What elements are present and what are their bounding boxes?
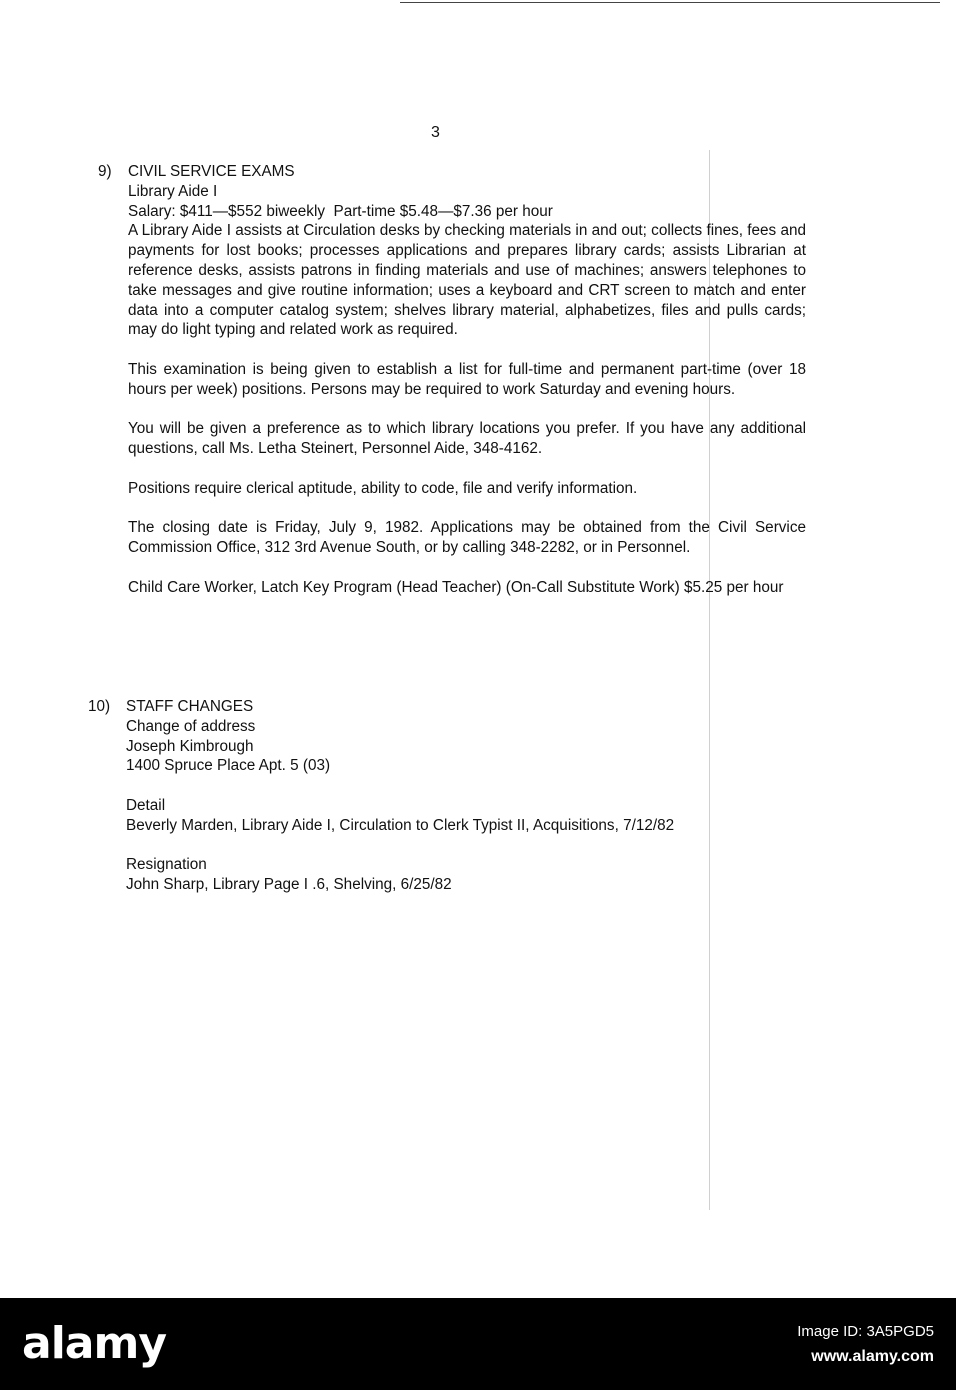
detail-heading: Detail <box>126 796 166 814</box>
closing-date-paragraph: The closing date is Friday, July 9, 1982. Applications may be obtained from the Civil Service Commission Office, 312 3rd Avenue South, or by calling 348-2282, or in Personnel. <box>128 519 806 557</box>
page-number: 3 <box>431 124 440 141</box>
resignation-text: John Sharp, Library Page I .6, Shelving, 6/25/82 <box>126 876 452 894</box>
site-url: www.alamy.com <box>811 1348 934 1365</box>
detail-text: Beverly Marden, Library Aide I, Circulation to Clerk Typist II, Acquisitions, 7/12/82 <box>126 816 675 834</box>
exam-paragraph: This examination is being given to establish a list for full-time and permanent part-time (over 18 hours per week) positions. Persons may be required to work Saturday and evening hours. <box>128 360 806 398</box>
section-10-title: STAFF CHANGES <box>126 698 254 715</box>
address-name: Joseph Kimbrough <box>126 737 254 755</box>
section-9-title: CIVIL SERVICE EXAMS <box>128 163 295 180</box>
address-heading: Change of address <box>126 717 256 735</box>
section-10-body <box>126 697 806 895</box>
job-description: A Library Aide I assists at Circulation desks by checking materials in and out; collects fines, fees and payments for lost books; processes applications and prepares library cards; assists Librarian at reference desks, assists patrons in finding materials and use of machines; answers telephones to take messages and give routine information; uses a keyboard and CRT screen to match and enter data into a computer catalog system; shelves library material, alphabetizes, files and pulls cards; may do light typing and related work as required. <box>128 222 806 339</box>
image-id: Image ID: 3A5PGD5 <box>797 1323 934 1340</box>
job-title: Library Aide I <box>128 182 218 200</box>
alamy-logo: alamy <box>22 1318 166 1369</box>
scan-edge-line <box>400 2 940 3</box>
preference-paragraph: You will be given a preference as to which library locations you prefer. If you have any additional questions, call Ms. Letha Steinert, Personnel Aide, 348-4162. <box>128 420 806 458</box>
requirements-paragraph: Positions require clerical aptitude, ability to code, file and verify information. <box>128 479 638 497</box>
address-line: 1400 Spruce Place Apt. 5 (03) <box>126 757 331 775</box>
childcare-paragraph: Child Care Worker, Latch Key Program (Head Teacher) (On-Call Substitute Work) $5.25 per hour <box>128 578 784 596</box>
section-9-body <box>128 162 806 598</box>
salary-line: Salary: $411—$552 biweekly Part-time $5.48—$7.36 per hour <box>128 202 553 220</box>
section-10-number: 10) <box>88 698 111 715</box>
section-9-number: 9) <box>98 163 112 180</box>
resignation-heading: Resignation <box>126 856 207 874</box>
